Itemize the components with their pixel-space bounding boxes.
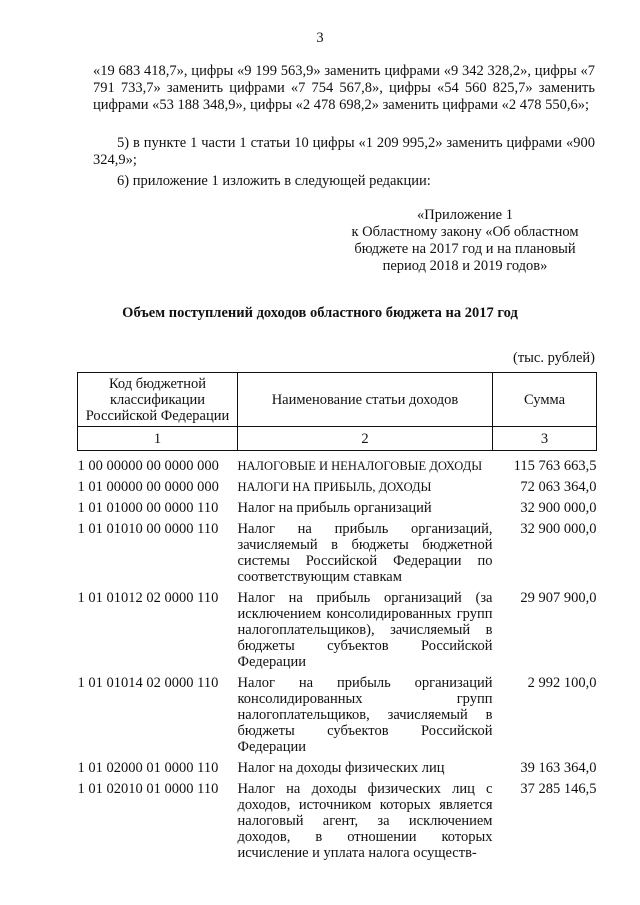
header-code: Код бюджетной классификации Российской Федерации: [78, 373, 238, 427]
row-code: 1 01 02010 01 0000 110: [77, 781, 219, 797]
header-name: Наименование статьи доходов: [238, 373, 493, 427]
table-header-row: [78, 373, 597, 427]
header-amount: Сумма: [493, 373, 597, 427]
amendment-paragraph-5: 5) в пункте 1 части 1 статьи 10 цифры «1 209 995,2» заменить цифрами «900 324,9»;: [93, 135, 595, 168]
table-row: [78, 779, 597, 864]
column-number-row: [78, 427, 597, 451]
row-code: 1 01 01000 00 0000 110: [77, 500, 219, 516]
document-title: Объем поступлений доходов областного бюджета на 2017 год: [122, 305, 518, 321]
row-name: Налог на доходы физических лиц: [237, 760, 445, 776]
appendix-header: [340, 207, 590, 275]
row-amount: 29 907 900,0: [520, 590, 597, 606]
row-amount: 39 163 364,0: [520, 760, 597, 776]
row-code: 1 01 02000 01 0000 110: [77, 760, 219, 776]
table-row: [78, 477, 597, 498]
row-code: 1 01 01012 02 0000 110: [77, 590, 219, 606]
table-row: [78, 451, 597, 478]
column-number-1: 1: [78, 427, 238, 451]
row-amount: 32 900 000,0: [520, 521, 597, 537]
table-row: [78, 588, 597, 673]
table-row: [78, 519, 597, 588]
revenue-table: [77, 372, 597, 864]
row-name: НАЛОГИ НА ПРИБЫЛЬ, ДОХОДЫ: [237, 480, 432, 494]
row-code: 1 01 00000 00 0000 000: [77, 479, 219, 495]
table-row: [78, 673, 597, 758]
row-code: 1 01 01014 02 0000 110: [77, 675, 219, 691]
column-number-2: 2: [238, 427, 493, 451]
row-name: Налог на прибыль организаций: [237, 500, 432, 516]
row-name: Налог на доходы физических лиц с доходов, источником которых является налоговый агент, за исключением доходов, в отношении которых исчисление и уплата налога осуществ-: [237, 781, 493, 861]
units-label: (тыс. рублей): [513, 350, 595, 366]
row-name: НАЛОГОВЫЕ И НЕНАЛОГОВЫЕ ДОХОДЫ: [237, 459, 483, 473]
row-code: 1 00 00000 00 0000 000: [77, 458, 219, 474]
amendment-paragraph-6: 6) приложение 1 изложить в следующей редакции:: [117, 173, 431, 189]
row-amount: 37 285 146,5: [520, 781, 597, 797]
row-amount: 32 900 000,0: [520, 500, 597, 516]
appendix-reference: к Областному закону «Об областном бюджете на 2017 год и на плановый период 2018 и 2019 годов»: [351, 224, 579, 274]
page-number: 3: [316, 30, 324, 46]
row-name: Налог на прибыль организаций (за исключением консолидированных групп налогоплательщиков), зачисляемый в бюджеты субъектов Российской Федерации: [237, 590, 493, 670]
row-name: Налог на прибыль организаций, зачисляемый в бюджеты бюджетной системы Российской Федерации по соответствующим ставкам: [237, 521, 493, 585]
table-row: [78, 498, 597, 519]
row-name: Налог на прибыль организаций консолидированных групп налогоплательщиков, зачисляемый в бюджеты субъектов Российской Федерации: [237, 675, 493, 755]
row-amount: 72 063 364,0: [520, 479, 597, 495]
amendment-paragraph-4-continuation: «19 683 418,7», цифры «9 199 563,9» заменить цифрами «9 342 328,2», цифры «7 791 733,7» заменить цифрами «7 754 567,8», цифры «54 560 825,7» заменить цифрами «53 188 348,9», цифры «2 478 698,2» заменить цифрами «2 478 550,6»;: [93, 63, 595, 113]
appendix-title: «Приложение 1: [417, 207, 513, 223]
table-row: [78, 758, 597, 779]
row-code: 1 01 01010 00 0000 110: [77, 521, 219, 537]
row-amount: 2 992 100,0: [527, 675, 597, 691]
column-number-3: 3: [493, 427, 597, 451]
row-amount: 115 763 663,5: [513, 458, 597, 474]
